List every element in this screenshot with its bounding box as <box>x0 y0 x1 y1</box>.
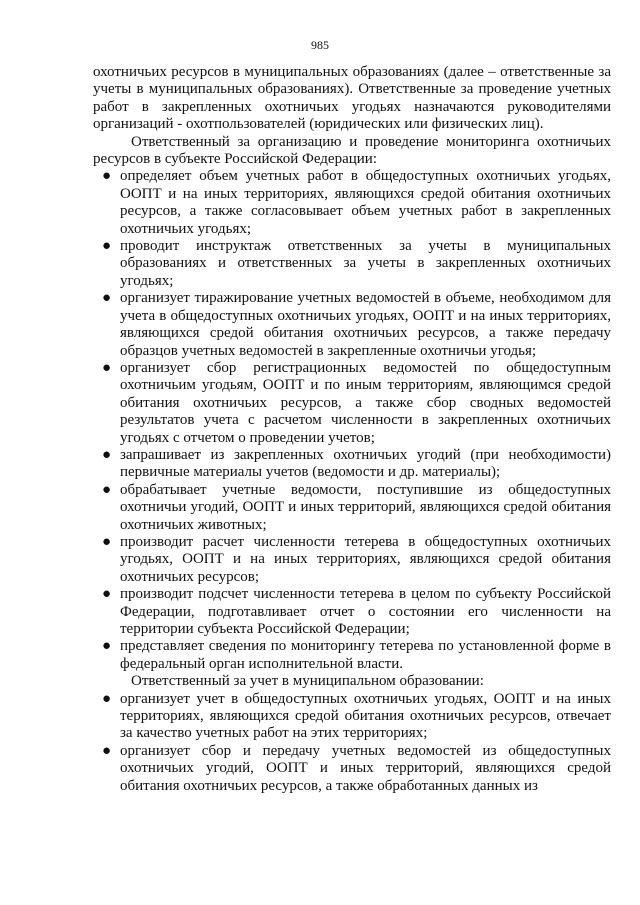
bullet-icon: ● <box>102 533 112 550</box>
list-item: ● определяет объем учетных работ в общедоступных охотничьих угодьях, ООПТ и на иных территориях, являющихся средой обитания охотничьих ресурсов, а также согласовывает объем учетных работ в закрепленных охотничьих угодьях; <box>102 168 611 237</box>
document-body <box>93 64 611 795</box>
bullet-icon: ● <box>102 742 112 759</box>
intro-paragraph: охотничьих ресурсов в муниципальных образованиях (далее – ответственные за учеты в муниципальных образованиях). Ответственные за проведение учетных работ в закрепленных охотничьих угодьях назначаются руководителями организаций - охотпользователей (юридических или физических лиц). <box>93 64 611 133</box>
regional-section-heading: Ответственный за организацию и проведение мониторинга охотничьих ресурсов в субъекте Российской Федерации: <box>93 133 611 168</box>
regional-duties-list <box>93 168 611 673</box>
list-item: ● производит подсчет численности тетерева в целом по субъекту Российской Федерации, подготавливает отчет о состоянии его численности на территории субъекта Российской Федерации; <box>102 586 611 637</box>
list-item: ● проводит инструктаж ответственных за учеты в муниципальных образованиях и ответственных за учеты в закрепленных охотничьих угодьях; <box>102 238 611 289</box>
bullet-icon: ● <box>102 290 112 307</box>
page-number: 985 <box>311 38 329 52</box>
bullet-icon: ● <box>102 359 112 376</box>
bullet-icon: ● <box>102 586 112 603</box>
bullet-icon: ● <box>102 481 112 498</box>
list-item: ● организует сбор и передачу учетных ведомостей из общедоступных охотничьих угодий, ООПТ и иных территорий, являющихся средой обитания охотничьих ресурсов, а также обработанных данных из <box>102 742 611 794</box>
list-item: ● организует тиражирование учетных ведомостей в объеме, необходимом для учета в общедоступных охотничьих угодьях, ООПТ и на иных территориях, являющихся средой обитания охотничьих ресурсов, а также передачу образцов учетных ведомостей в закрепленные охотничьи угодья; <box>102 290 611 359</box>
list-item: ● организует сбор регистрационных ведомостей по общедоступным охотничьим угодьям, ООПТ и по иным территориям, являющимся средой обитания охотничьих ресурсов, а также сбор сводных ведомостей результатов учета с расчетом численности в закрепленных охотничьих угодьях с отчетом о проведении учетов; <box>102 359 611 446</box>
list-item: ● производит расчет численности тетерева в общедоступных охотничьих угодьях, ООПТ и на иных территориях, являющихся средой обитания охотничьих ресурсов; <box>102 533 611 585</box>
bullet-icon: ● <box>102 638 112 655</box>
list-item: ● обрабатывает учетные ведомости, поступившие из общедоступных охотничьи угодий, ООПТ и иных территорий, являющихся средой обитания охотничьих животных; <box>102 481 611 533</box>
bullet-icon: ● <box>102 238 112 255</box>
list-item: ● организует учет в общедоступных охотничьих угодьях, ООПТ и на иных территориях, являющихся средой обитания охотничьих ресурсов, отвечает за качество учетных работ на этих территориях; <box>102 690 611 742</box>
municipal-section-heading: Ответственный за учет в муниципальном образовании: <box>131 673 484 690</box>
list-item: ● запрашивает из закрепленных охотничьих угодий (при необходимости) первичные материалы учетов (ведомости и др. материалы); <box>102 446 611 481</box>
bullet-icon: ● <box>102 690 112 707</box>
list-item: ● представляет сведения по мониторингу тетерева по установленной форме в федеральный орган исполнительной власти. <box>102 638 611 672</box>
bullet-icon: ● <box>102 168 112 185</box>
bullet-icon: ● <box>102 446 112 463</box>
municipal-duties-list <box>93 691 611 795</box>
